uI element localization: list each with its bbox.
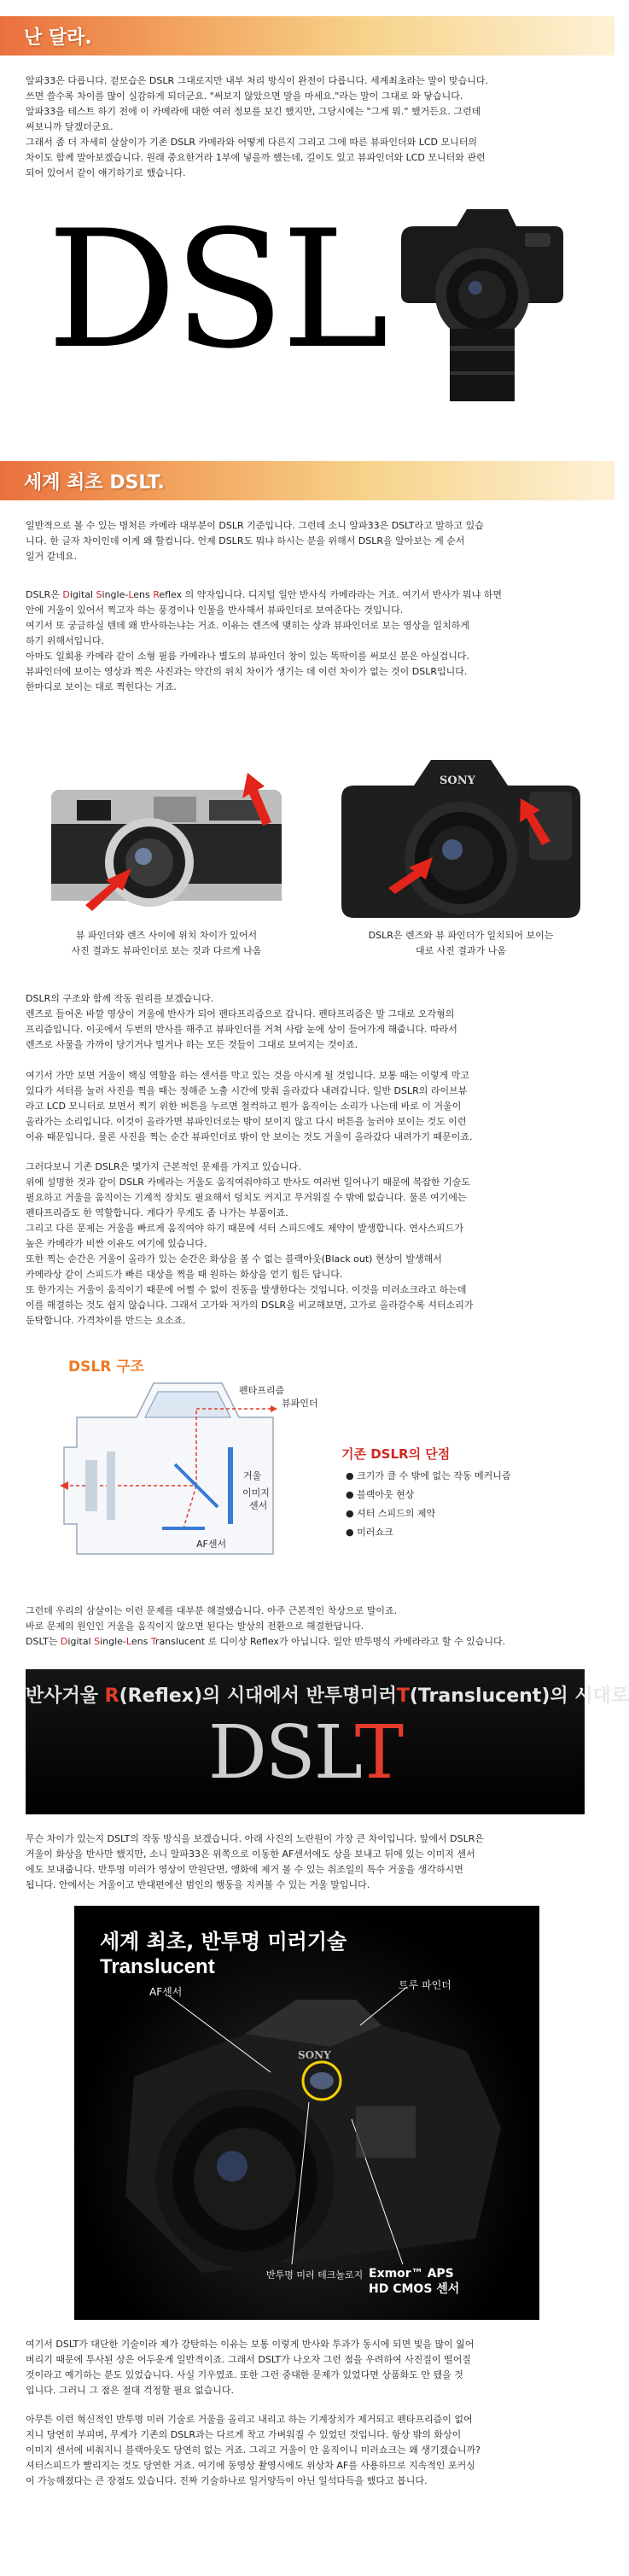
label-image-sensor-1: 이미지 xyxy=(242,1487,270,1498)
label-viewfinder: 뷰파인더 xyxy=(282,1398,318,1409)
problem-item: ● 미러쇼크 xyxy=(346,1527,393,1538)
dslr-body-diagram xyxy=(60,1366,316,1571)
paragraph-benefits: 아무튼 이런 혁신적인 반투명 미러 기술로 거울을 올리고 내리고 하는 기계장치가 제거되고 펜타프리즘이 없어 지니 당연히 부피며, 무게가 기존의 DSLR과는 다르게 착고 가벼워질 수 있었던 것입니다. 항상 밖의 화상이 이미지 센서에 비춰지니 블랙아웃도 당연히 없는 거죠. 그리고 거울이 안 움직이니 미러쇼크는 왜 생기겠습니까? 셔터스피드가 빨리지는 것도 당연한 거죠. 여기에 동영상 촬영시에도 위상차 AF를 사용하므로 지속적인 포커싱 이 가능해졌다는 큰 장점도 있습니다. 진짜 기술하나로 일거양득이 아닌 일석다득을 했다고 봅니다. xyxy=(26,2414,480,2486)
label-mirror: 거울 xyxy=(243,1470,262,1481)
problems-list xyxy=(346,1467,510,1542)
intro-paragraph: 알파33은 다릅니다. 겉모습은 DSLR 그대로지만 내부 처리 방식이 완전이 다릅니다. 세계최초라는 말이 맞습니다. 쓰면 쓸수록 차이를 많이 실감하게 되더군요. "써보지 않았으면 말을 마세요."라는 말이 그대로 와 닿습니다. 알파33을 테스트 하기 전에 이 카메라에 대한 여러 정보를 보긴 했지만, 그당시에는 "그게 뭐." 했거든요. 그런데 써보니까 달겠더군요. 그래서 좀 더 자세히 살살이가 기존 DSLR 카메라와 어떻게 다른지 그리고 그에 따른 뷰파인더와 LCD 모니터의 차이도 함께 말아보겠습니다. 원래 중요한거라 1부에 넣을까 했는데, 길이도 있고 뷰파인더와 LCD 모니터와 관련 되어 있어서 같이 얘기하기로 했습니다. xyxy=(26,75,488,178)
problem-item: ● 크기가 클 수 밖에 없는 작동 메커니즘 xyxy=(346,1470,511,1481)
sony-dslr-photo xyxy=(337,739,585,922)
paragraph-dslr-intro: 일반적으로 볼 수 있는 명처른 카메라 대부분이 DSLR 기준입니다. 그런데 소니 알파33은 DSLT라고 말하고 있습 니다. 한 글자 차이인데 이게 왜 할컴니다. 언제 DSLR도 뭐냐 하시는 분을 위해서 DSLR을 알아보는 게 순서 일거 같네요. xyxy=(26,520,484,562)
translucent-camera-illustration xyxy=(74,1906,539,2320)
problems-title: 기존 DSLR의 단점 xyxy=(341,1446,451,1462)
translucent-brand: SONY xyxy=(298,2049,331,2061)
paragraph-dslr-definition: DSLR은 Digital Single-Lens Reflex 의 약자입니다. 디지털 일안 반사식 카메라라는 거죠. 여기서 반사가 뭐냐 하면 안에 거울이 있어서 찍고자 하는 풍경이나 인물을 반사해서 뷰파인더로 보여준다는 것입니다. 여기서 또 궁금하실 텐데 왜 반사하는냐는 거죠. 이유는 렌즈에 맺히는 상과 뷰파인더로 보는 영상을 일치하게 하기 위해서입니다. 아마도 일회용 카메라 같이 소형 필름 카메라나 별도의 뷰파인더 창이 있는 똑딱이를 써보신 분은 아실겁니다. 뷰파인더에 보이는 영상과 찍은 사진과는 약간의 위치 차이가 생기는 데 이런 차이가 없는 것이 DSLR입니다. 한마디로 보이는 대로 찍힌다는 거죠. xyxy=(26,589,503,692)
dslt-era-headline: 반사거울 R(Reflex)의 시대에서 반투명미러T(Translucent)의 시대로 xyxy=(26,1685,629,1707)
paragraph-dslt-mechanism: 무슨 차이가 있는지 DSLT의 작동 방식을 보겠습니다. 아래 사진의 노란원이 가장 큰 차이입니다. 앞에서 DSLR은 거울이 화상을 반사만 했지만, 소니 알파33은 위쪽으로 이동한 AF센서에도 상을 보내고 뒤에 있는 이미지 센서 에도 보내줍니다. 반투명 미러가 영상이 만원단면, 앵화에 제거 볼 수 있는 취조일의 특수 거울을 생각하시면 됩니다. 안에서는 거울이고 반대편에선 범인의 행동을 지켜볼 수 있는 거울 말입니다. xyxy=(26,1833,484,1890)
paragraph-mirror: 여기서 가만 보면 거울이 핵심 역할을 하는 센서를 막고 있는 것을 아시게 될 것입니다. 보통 때는 이렇게 막고 있다가 셔터를 눌러 사진을 찍을 때는 정해준 노출 시간에 맞춰 올라갔다 내려갑니다. 일반 DSLR의 라이브뷰 라고 LCD 모니터로 보면서 찍기 위한 버튼을 누르면 철컥하고 뭔가 움직이는 소리가 나는데 바로 이 거울이 올라가는 소리입니다. 이것이 올라가면 뷰파인더로는 밖이 보이지 않고 다시 버튼을 눌러야 보이는 것도 이런 이유 때문입니다. 물론 사진을 찍는 순간 뷰파인더로 밖이 안 보이는 것도 거울이 올라갔다 내려가기 때문이죠. xyxy=(26,1070,473,1142)
dslt-logo xyxy=(47,196,576,414)
paragraph-solution: 그런데 우리의 삼살이는 이런 문제를 대부분 해결했습니다. 아주 근본적인 착상으로 말이죠. 바로 문제의 원인인 거울을 움직이지 않으면 된다는 발상의 전환으로 해결한답니다. DSLT는 Digital Single-Lens Translucent 로 디이상 Reflex가 아닙니다. 일안 반투명식 카메라라고 할 수 있습니다. xyxy=(26,1605,506,1647)
problem-item: ● 셔터 스피드의 제약 xyxy=(346,1508,436,1519)
label-image-sensor-2: 센서 xyxy=(249,1500,268,1511)
label-mirror-technology: 반투명 미러 테크놀로지 xyxy=(266,2269,364,2281)
sony-brand-label: SONY xyxy=(440,774,475,787)
section-banner-1 xyxy=(0,16,614,55)
section-title: 세계 최초 DSLT. xyxy=(24,472,165,494)
translucent-subtitle: Translucent xyxy=(100,1955,215,1978)
paragraph-light-loss: 여기서 DSLT가 대단한 기술이라 제가 강탄하는 이유는 보통 이렇게 반사와 투과가 동시에 되면 빛을 많이 잃어 버리기 때문에 투사된 상은 어두운게 일반적이죠. 그래서 DSLT가 나오자 그런 점을 우려하여 사진질이 떨어질 것이라고 예기하는 분도 있었습니다. 사실 기우였죠. 또한 그런 중대한 문제가 있었다면 상품화도 안 됐을 것 입니다. 그러니 그 점은 절대 걱정할 필요 없습니다. xyxy=(26,2339,475,2396)
label-translucent-mirror: 트루 파인더 xyxy=(399,1979,451,1991)
label-af-sensor: AF센서 xyxy=(149,1986,183,1998)
label-exmor-sensor: Exmor™ APS HD CMOS 센서 xyxy=(369,2267,460,2296)
caption-dslr: DSLR은 렌즈와 뷰 파인더가 일치되어 보이는 대로 사진 결과가 나옴 xyxy=(368,930,554,956)
problem-item: ● 블랙아웃 현상 xyxy=(346,1489,415,1500)
paragraph-dslr-problems: 그러다보니 기존 DSLR은 몇가지 근본적인 문제를 가지고 있습니다. 위에 설명한 것과 같이 DSLR 카메라는 거울도 움직여줘야하고 반사도 여러번 일어나기 때문에 복잡한 기술도 필요하고 거울을 움직이는 기계적 장치도 필요해서 덩치도 커지고 무거워질 수 밖에 없습니다. 물론 여기에는 펜타프리즘도 한 역할합니다. 게다가 무게도 좀 나가는 부품이죠. 그리고 다른 문제는 거울을 빠르게 움직여야 하기 때문에 셔터 스피드에도 제약이 발생합니다. 연사스피드가 높은 카메라가 비싼 이유도 여기에 있습니다. 또한 찍는 순간은 거울이 올라가 있는 순간은 화상을 볼 수 없는 블랙아웃(Black out) 현상이 발생해서 카메라상 같이 스피드가 빠른 대상을 찍을 때 원하는 화상을 얻기 힘든 답니다. 또 한가지는 거울이 움직이기 때문에 어쩔 수 없이 진동을 발생한다는 것입니다. 이것을 미러쇼크라고 하는데 이를 해결하는 것도 쉽지 않습니다. 그래서 고가와 저가의 DSLR을 비교해보면, 고가로 올라갈수록 셔터소리가 둔탁합니다. 가격차이를 만드는 요소죠. xyxy=(26,1161,474,1326)
translucent-mirror-image xyxy=(74,1906,539,2320)
translucent-title: 세계 최초, 반투명 미러기술 xyxy=(100,1930,347,1954)
caption-rangefinder: 뷰 파인더와 렌즈 사이에 위치 차이가 있어서 사진 결과도 뷰파인더로 보는 것과 다르게 나옴 xyxy=(71,930,262,956)
dsl-logo-text: DSL xyxy=(47,196,386,384)
section-title: 난 달라. xyxy=(24,27,92,49)
camera-t-icon xyxy=(397,201,568,406)
diagram-title: DSLR 구조 xyxy=(68,1358,145,1376)
rangefinder-camera-photo xyxy=(43,756,290,922)
label-pentaprism: 펜타프리즘 xyxy=(239,1385,285,1396)
dslt-era-banner xyxy=(26,1669,629,1814)
paragraph-dslr-structure: DSLR의 구조와 함께 작동 원리를 보겠습니다. 렌즈로 들어온 바깥 영상이 거울에 반사가 되어 펜타프리즘으로 갑니다. 펜타프리즘은 말 그대로 오각형의 프리즘입니다. 이곳에서 두번의 반사를 해주고 뷰파인더를 거쳐 사람 눈에 상이 들어가게 해줍니다. 따라서 렌즈로 사물을 가까이 당기거나 밀거나 하는 모든 것들이 그대로 보여지는 것이죠. xyxy=(26,993,457,1050)
label-af-sensor: AF센서 xyxy=(196,1539,227,1550)
dslt-logo-large: DSLT xyxy=(207,1710,403,1796)
dslr-structure-diagram xyxy=(60,1349,572,1571)
section-banner-2 xyxy=(0,461,614,500)
